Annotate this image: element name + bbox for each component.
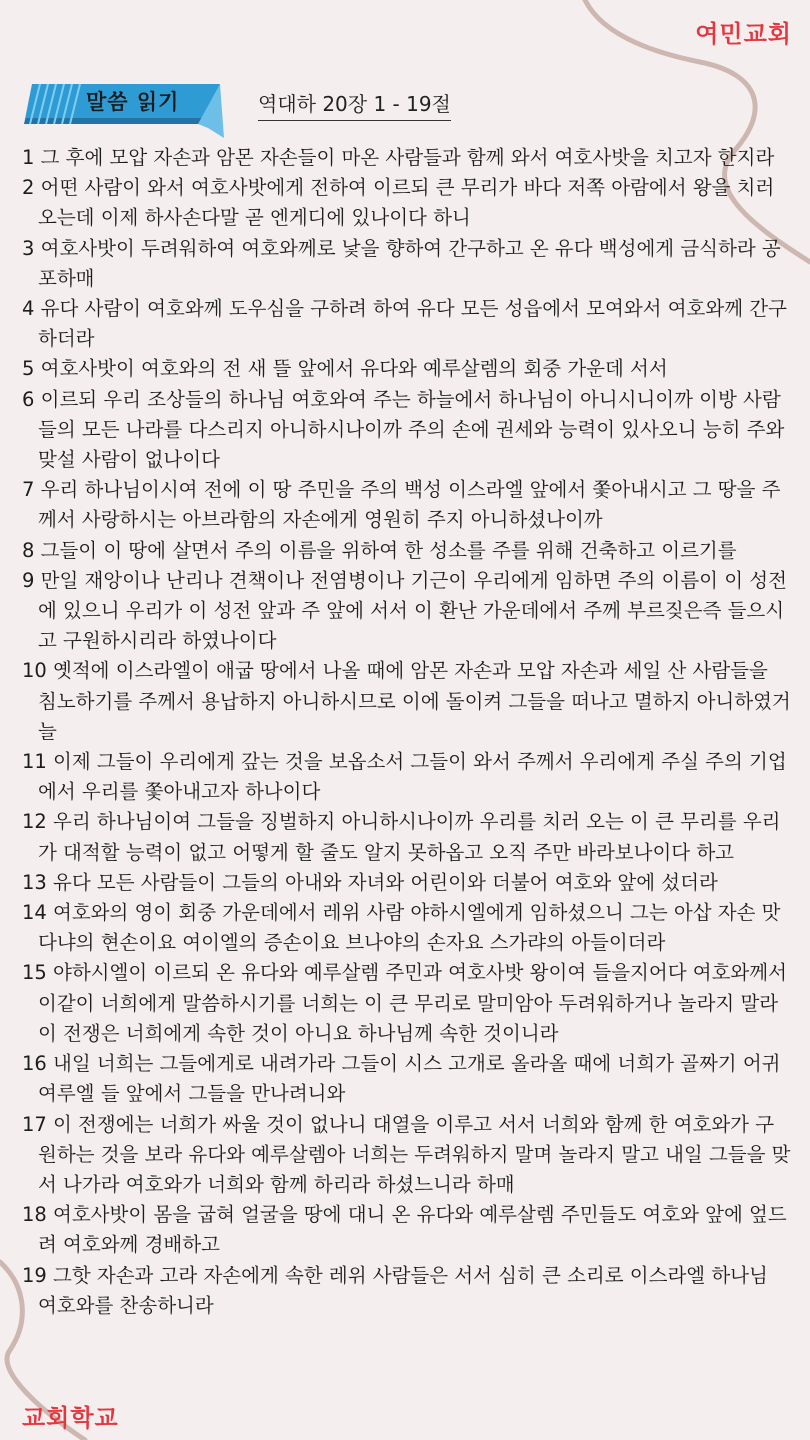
reading-banner [24,78,234,140]
verse-2: 2 어떤 사람이 와서 여호사밧에게 전하여 이르되 큰 무리가 바다 저쪽 아람에서 왕을 치러 오는데 이제 하사손다말 곧 엔게디에 있나이다 하니 [22,176,775,230]
verse-8: 8 그들이 이 땅에 살면서 주의 이름을 위하여 한 성소를 주를 위해 건축하고 이르기를 [22,538,737,562]
verse-16: 16 내일 너희는 그들에게로 내려가라 그들이 시스 고개로 올라올 때에 너희가 골짜기 어귀 여루엘 들 앞에서 그들을 만나려니와 [22,1052,781,1106]
verse-15: 15 야하시엘이 이르되 온 유다와 예루살렘 주민과 여호사밧 왕이여 들을지어다 여호와께서 이같이 너희에게 말씀하시기를 너희는 이 큰 무리로 말미암아 두려워하거나 놀라지 말라 이 전쟁은 너희에게 속한 것이 아니요 하나님께 속한 것이니라 [22,961,787,1045]
verse-19: 19 그핫 자손과 고라 자손에게 속한 레위 사람들은 서서 심히 큰 소리로 이스라엘 하나님 여호와를 찬송하니라 [22,1263,768,1317]
verse-7: 7 우리 하나님이시여 전에 이 땅 주민을 주의 백성 이스라엘 앞에서 쫓아내시고 그 땅을 주께서 사랑하시는 아브라함의 자손에게 영원히 주지 아니하셨나이까 [22,478,781,532]
verse-18: 18 여호사밧이 몸을 굽혀 얼굴을 땅에 대니 온 유다와 예루살렘 주민들도 여호와 앞에 엎드려 여호와께 경배하고 [22,1203,787,1257]
passage-reference: 역대하 20장 1 - 19절 [258,88,451,121]
verse-list [22,143,792,1321]
verse-11: 11 이제 그들이 우리에게 갚는 것을 보옵소서 그들이 와서 주께서 우리에게 주실 주의 기업에서 우리를 쫓아내고자 하나이다 [22,750,787,804]
verse-10: 10 옛적에 이스라엘이 애굽 땅에서 나올 때에 암몬 자손과 모압 자손과 세일 산 사람들을 침노하기를 주께서 용납하지 아니하시므로 이에 돌이켜 그들을 떠나고 멸하지 아니하였거늘 [22,659,791,743]
verse-14: 14 여호와의 영이 회중 가운데에서 레위 사람 야하시엘에게 임하셨으니 그는 아삽 자손 맛다냐의 현손이요 여이엘의 증손이요 브나야의 손자요 스가랴의 아들이더라 [22,901,781,955]
verse-3: 3 여호사밧이 두려워하여 여호와께로 낯을 향하여 간구하고 온 유다 백성에게 금식하라 공포하매 [22,236,781,290]
verse-9: 9 만일 재앙이나 난리나 견책이나 전염병이나 기근이 우리에게 임하면 주의 이름이 이 성전에 있으니 우리가 이 성전 앞과 주 앞에 서서 이 환난 가운데에서 주께 부르짖은즉 들으시고 구원하시리라 하였나이다 [22,568,787,653]
verse-12: 12 우리 하나님이여 그들을 징벌하지 아니하시나이까 우리를 치러 오는 이 큰 무리를 우리가 대적할 능력이 없고 어떻게 할 줄도 알지 못하옵고 오직 주만 바라보나이다 하고 [22,810,781,864]
verse-6: 6 이르되 우리 조상들의 하나님 여호와여 주는 하늘에서 하나님이 아니시니이까 이방 사람들의 모든 나라를 다스리지 아니하시나이까 주의 손에 권세와 능력이 있사오니 능히 주와 맞설 사람이 없나이다 [22,387,785,472]
verse-13: 13 유다 모든 사람들이 그들의 아내와 자녀와 어린이와 더불어 여호와 앞에 섰더라 [22,870,718,894]
verse-17: 17 이 전쟁에는 너희가 싸울 것이 없나니 대열을 이루고 서서 너희와 함께 한 여호와가 구원하는 것을 보라 유다와 예루살렘아 너희는 두려워하지 말며 놀라지 말고 내일 그들을 맞서 나가라 여호와가 너희와 함께 하리라 하셨느니라 하매 [22,1112,791,1196]
verse-1: 1 그 후에 모압 자손과 암몬 자손들이 마온 사람들과 함께 와서 여호사밧을 치고자 한지라 [22,146,775,169]
verse-4: 4 유다 사람이 여호와께 도우심을 구하려 하여 유다 모든 성읍에서 모여와서 여호와께 간구하더라 [22,297,787,351]
church-school-logo: 교회학교 [22,1404,119,1432]
verse-5: 5 여호사밧이 여호와의 전 새 뜰 앞에서 유다와 예루살렘의 회중 가운데 서서 [22,357,668,381]
church-logo-top: 여민교회 [695,20,792,48]
banner-label: 말씀 읽기 [86,90,180,114]
